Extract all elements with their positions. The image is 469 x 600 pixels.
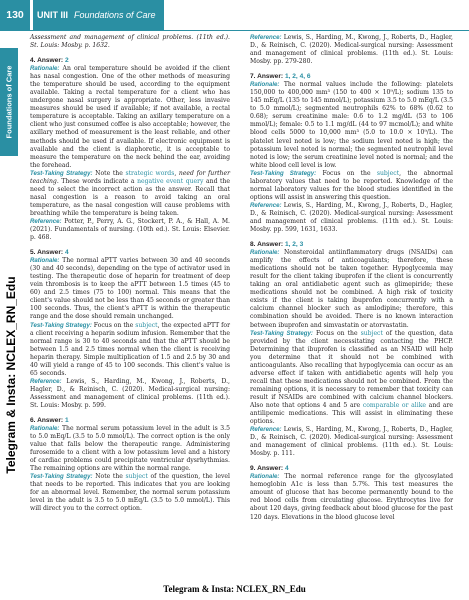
strategy-text: , [174, 169, 179, 177]
answer-6-label: 6. Answer: [30, 417, 65, 425]
strategy-text: Note the [92, 473, 126, 481]
strategy-text: and the need to select the incorrect action as the answer. Recall that nasal congestion is a reason to avoid taking an oral temperature, as the nasal congestion will cause problems with breathing while the temperature is being taken. [30, 177, 231, 217]
answer-4-label: 4. Answer: [30, 57, 65, 65]
reference-text: Lewis, S., Harding, M., Kwong, J., Roberts, D., Hagler, D., & Reinisch, C. (2020). Medical-surgical nursing: Assessment and management of clinical problems. (11th ed.). St. Louis: Mosby. pp. 279-280. [250, 34, 453, 66]
strategy-highlight: negative event query [137, 177, 204, 185]
answer-5-heading [30, 248, 230, 257]
side-tab-label: Foundations of Care [4, 65, 14, 139]
strategy-label: Test-Taking Strategy: [30, 321, 92, 329]
rationale-label: Rationale: [250, 473, 280, 481]
strategy-text: . These words indicate a [56, 177, 138, 185]
strategy-highlight: strategic words [125, 169, 175, 177]
rationale-label: Rationale: [30, 65, 60, 73]
rationale-text: The normal serum potassium level in the adult is 3.5 to 5.0 mEq/L (3.5 to 5.0 mmol/L). The correct option is the only value that falls below the therapeutic range. Administering furosemide to a client with a low potassium level and a history of cardiac problems could precipitate ventricular dysrhythmias. The remaining options are within the normal range. [30, 425, 230, 473]
answer-5-strategy [30, 322, 230, 378]
rationale-label: Rationale: [30, 257, 60, 265]
rationale-text: The normal values include the following: platelets 150,000 to 400,000 mm³ (150 to 400 × 10⁹/L); sodium 135 to 145 mEq/L (135 to 145 mmol/L); potassium 3.5 to 5.0 mEq/L (3.5 to 5.0 mmol/L); segmented neutrophils 62% to 68% (0.62 to 0.68); serum creatinine male: 0.6 to 1.2 mg/dL (53 to 106 mmol/L); female: 0.5 to 1.1 mg/dL (44 to 97 mcmol/L); and white blood cells 5000 to 10,000 mm³ (5.0 to 10.0 × 10⁹/L). The platelet level noted is low; the sodium level noted is high; the potassium level noted is normal; the segmented neutrophil level noted is low; the serum creatinine level noted is normal; and the white blood cell level is low. [250, 81, 453, 169]
header-rule [0, 30, 469, 31]
side-watermark-text: Telegram & Insta: NCLEX_RN_Edu [4, 276, 18, 474]
answer-4-value: 2 [64, 57, 69, 65]
strategy-highlight: subject [135, 321, 158, 329]
reference-label: Reference: [30, 377, 62, 385]
reference-label: Reference: [30, 217, 62, 225]
answer-8-heading [250, 240, 453, 249]
answer-6-value: 1 [64, 417, 69, 425]
rationale-label: Rationale: [250, 249, 280, 257]
rationale-text: Nonsteroidal antiinflammatory drugs (NSAIDs) can amplify the effects of anticoagulants; therefore, these medications should not be taken together. Hypoglycemia may result for the client taking ibuprofen if the client is concurrently taking an oral antidiabetic agent such as glimepiride; these medications should not be combined. A high risk of toxicity exists if the client is taking ibuprofen concurrently with a calcium channel blocker such as amlodipine; therefore, this combination should be avoided. There is no known interaction between ibuprofen and simvastatin or atorvastatin. [250, 249, 453, 329]
reference-text: Lewis, S., Harding, M., Kwong, J., Roberts, D., Hagler, D., & Reinisch, C. (2020). Medical-surgical nursing: Assessment and management of clinical problems. (11th ed.). St. Louis: Mosby. p. 599. [30, 377, 230, 409]
reference-label: Reference: [250, 34, 282, 41]
strategy-text: , the expected aPTT for a client receiving a heparin sodium infusion. Remember that the normal range is 30 to 40 seconds and that the aPTT should be between 1.5 and 2.5 times normal when the client is receiving heparin therapy. Simple multiplication of 1.5 and 2.5 by 30 and 40 will yield a range of 45 to 100 seconds. This client's value is 65 seconds. [30, 321, 230, 377]
strategy-label: Test-Taking Strategy: [250, 169, 317, 177]
side-watermark [2, 210, 20, 540]
strategy-text: Focus on the [316, 169, 377, 177]
page-number: 130 [0, 0, 30, 30]
answer-6-strategy [30, 473, 230, 513]
reference-label: Reference: [250, 201, 282, 209]
answer-9-rationale [250, 473, 453, 521]
rationale-text: The normal aPTT varies between 30 and 40 seconds (30 and 40 seconds), depending on the type of activator used in testing. The therapeutic dose of heparin for treatment of deep vein thrombosis is to keep the aPTT between 1.5 times (45 to 60) and 2.5 times (75 to 100) normal. This means that the client's value should not be less than 45 seconds or greater than 100 seconds. Thus, the client's aPTT is within the therapeutic range and the dose should remain unchanged. [30, 257, 230, 321]
strategy-italic: need for further teaching [30, 169, 231, 185]
section-label: Foundations of Care [74, 10, 156, 20]
answer-5-label: 5. Answer: [30, 249, 65, 257]
rationale-text: An oral temperature should be avoided if the client has nasal congestion. One of the other methods of measuring the temperature should be used, according to the equipment available. Taking a rectal temperature for a client who has undergone nasal surgery is appropriate. Other, less invasive measures should be used if available; if not available, a rectal temperature is acceptable. Taking an axillary temperature on a client who just consumed coffee is also acceptable; however, the axillary method of measurement is the least reliable, and other methods should be used if available. If electronic equipment is available and the client is diaphoretic, it is acceptable to measure the temperature on the neck behind the ear, avoiding the forehead. [30, 65, 230, 169]
strategy-text: of the question, the level that needs to be reported. This indicates that you are looking for an abnormal level. Remember, the normal serum potassium level in the adult is 3.5 to 5.0 mEq/L (3.5 to 5.0 mmol/L). This will direct you to the correct option. [30, 473, 230, 513]
answer-7-rationale [250, 81, 453, 170]
answer-8-rationale [250, 249, 453, 329]
unit-label: UNIT III [37, 10, 68, 20]
strategy-text: , the abnormal laboratory values that need to be reported. Knowledge of the normal laboratory values for the blood studies identified in the options will assist in answering this question. [250, 169, 453, 201]
left-top-reference: Assessment and management of clinical problems. (11th ed.). St. Louis: Mosby. p. 1632. [30, 34, 230, 50]
answer-8-label: 8. Answer: [250, 241, 285, 249]
strategy-text: Focus on the [312, 329, 361, 337]
strategy-text: Focus on the [91, 321, 136, 329]
reference-text: Lewis, S., Harding, M., Kwong, J., Roberts, D., Hagler, D., & Reinisch, C. (2020). Medical-surgical nursing: Assessment and management of clinical problems. (11th ed.). St. Louis: Mosby. pp. 599, 1631, 1633. [250, 201, 453, 234]
answer-5-rationale [30, 257, 230, 321]
answer-9-value: 4 [284, 465, 289, 473]
strategy-text: of the question, data provided by the client necessitating contacting the PHCP. Determining that ibuprofen is classified as an NSAID will help you determine that it should not be combined with anticoagulants. Also recalling that hypoglycemia can occur as an adverse effect if taken with antidiabetic agents will help you recall that these medications should not be combined. From the remaining options, it is necessary to remember that toxicity can result if NSAIDs are combined with calcium channel blockers. Also note that options 4 and 5 are [250, 329, 453, 409]
rationale-label: Rationale: [250, 81, 280, 89]
side-tab [0, 48, 18, 156]
right-column [250, 34, 453, 522]
answer-4-reference [30, 218, 230, 242]
reference-text: Lewis, S., Harding, M., Kwong, J., Roberts, D., Hagler, D., & Reinisch, C. (2020). Medical-surgical nursing: Assessment and management of clinical problems. (11th ed.). St. Louis: Mosby. p. 111. [250, 426, 453, 458]
answer-5-reference [30, 378, 230, 410]
answer-7-label: 7. Answer: [250, 73, 285, 81]
unit-title [33, 0, 164, 30]
answer-7-strategy [250, 170, 453, 202]
answer-4-strategy [30, 170, 230, 218]
strategy-text: Note the [92, 169, 126, 177]
strategy-label: Test-Taking Strategy: [30, 473, 93, 481]
left-column [30, 34, 230, 514]
answer-9-heading [250, 464, 453, 473]
answer-6-rationale [30, 425, 230, 473]
strategy-highlight: subject [376, 169, 400, 177]
answer-5-value: 4 [64, 249, 69, 257]
answer-7-heading [250, 72, 453, 81]
strategy-label: Test-Taking Strategy: [250, 329, 313, 337]
rationale-label: Rationale: [30, 425, 60, 433]
strategy-highlight: subject [360, 329, 383, 337]
reference-text: Potter, P., Perry, A. G., Stockert, P. A., & Hall, A. M. (2021). Fundamentals of nursing. (10th ed.). St. Louis: Elsevier. p. 468. [30, 217, 230, 242]
answer-6-heading [30, 416, 230, 425]
strategy-text: and are antilipemic medications. This will assist in eliminating these options. [250, 401, 453, 426]
footer-watermark: Telegram & Insta: NCLEX_RN_Edu [163, 584, 306, 594]
strategy-highlight: subject [125, 473, 148, 481]
strategy-highlight: comparable or alike [362, 401, 426, 409]
answer-8-reference [250, 426, 453, 458]
answer-8-strategy [250, 330, 453, 427]
answer-4-rationale [30, 65, 230, 170]
answer-9-label: 9. Answer: [250, 465, 285, 473]
answer-8-value: 1, 2, 3 [284, 241, 304, 249]
page-header [0, 0, 469, 30]
reference-label: Reference: [250, 426, 282, 434]
answer-4-heading [30, 56, 230, 65]
strategy-label: Test-Taking Strategy: [30, 169, 93, 177]
answer-7-value: 1, 2, 4, 6 [284, 73, 311, 81]
right-top-reference [250, 34, 453, 66]
answer-7-reference [250, 202, 453, 234]
rationale-text: The normal reference range for the glycosylated hemoglobin A1c is less than 5.7%. This test measures the amount of glucose that has become permanently bound to the red blood cells from circulating glucose. Erythrocytes live for about 120 days, giving feedback about blood glucose for the past 120 days. Elevations in the blood glucose level [250, 473, 453, 521]
